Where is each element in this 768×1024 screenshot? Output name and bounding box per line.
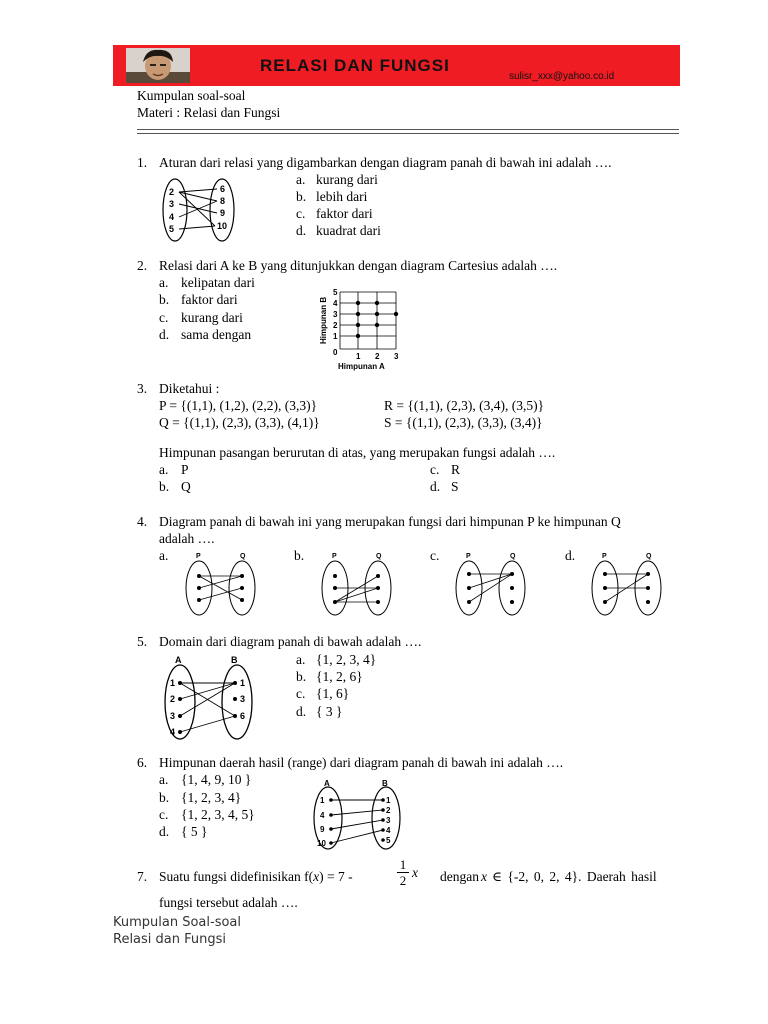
- q6-text: Himpunan daerah hasil (range) dari diagram panah di bawah ini adalah ….: [159, 755, 564, 770]
- q6-option-c-letter: c.: [159, 807, 169, 822]
- q2-xtick: 3: [394, 352, 399, 361]
- q3-option-c-letter: c.: [430, 462, 440, 477]
- q5-option-a: {1, 2, 3, 4}: [316, 652, 377, 667]
- q7-part-2: ) = 7 -: [319, 869, 353, 884]
- q6-left-label: 9: [320, 825, 325, 834]
- q6-right-label: 4: [386, 826, 391, 835]
- q1-left-label: 3: [169, 199, 175, 209]
- q2-ytick: 3: [333, 310, 338, 319]
- q5-arrow-diagram: [160, 652, 260, 742]
- q3-option-c: R: [451, 462, 461, 477]
- q5-left-label: 1: [170, 678, 176, 688]
- q4-text-line-1: Diagram panah di bawah ini yang merupakan fungsi dari himpunan P ke himpunan Q: [159, 514, 621, 529]
- q1-option-d-letter: d.: [296, 223, 307, 238]
- q2-point: [356, 334, 360, 338]
- q3-number: 3.: [137, 381, 148, 396]
- q4-diagram-a: [180, 548, 262, 618]
- q5-right-label: 3: [240, 694, 246, 704]
- q1-number: 1.: [137, 155, 148, 170]
- q4-option-d-letter: d.: [565, 548, 576, 563]
- q6-option-c: {1, 2, 3, 4, 5}: [181, 807, 255, 822]
- q1-option-b: lebih dari: [316, 189, 368, 204]
- intro-line-1: Kumpulan soal-soal: [137, 88, 246, 103]
- q2-point: [375, 312, 379, 316]
- q4-diagram-d-label-p: P: [602, 553, 607, 560]
- q1-option-c-letter: c.: [296, 206, 306, 221]
- q1-right-label: 9: [220, 208, 226, 218]
- q1-option-c: faktor dari: [316, 206, 373, 221]
- q2-ytick: 5: [333, 288, 338, 297]
- q1-option-a: kurang dari: [316, 172, 378, 187]
- q2-number: 2.: [137, 258, 148, 273]
- header-title: RELASI DAN FUNGSI: [260, 56, 450, 75]
- q7-text-start: [159, 868, 353, 885]
- q4-diagram-c-label-q: Q: [510, 553, 516, 560]
- q5-option-b-letter: b.: [296, 669, 307, 684]
- q2-xlabel: Himpunan A: [338, 362, 385, 371]
- q1-right-label: 8: [220, 196, 226, 206]
- q3-set-s: S = {(1,1), (2,3), (3,3), (3,4)}: [384, 415, 543, 430]
- q5-left-label: 4: [170, 727, 176, 737]
- author-photo: [126, 48, 190, 83]
- q2-option-b-letter: b.: [159, 292, 170, 307]
- q2-text: Relasi dari A ke B yang ditunjukkan dengan diagram Cartesius adalah ….: [159, 258, 558, 273]
- q5-option-a-letter: a.: [296, 652, 306, 667]
- q2-option-c-letter: c.: [159, 310, 169, 325]
- q1-option-b-letter: b.: [296, 189, 307, 204]
- q2-option-a: kelipatan dari: [181, 275, 255, 290]
- q6-right-label: 5: [386, 836, 391, 845]
- q2-point: [356, 301, 360, 305]
- q3-question: Himpunan pasangan berurutan di atas, yang merupakan fungsi adalah ….: [159, 445, 556, 460]
- q4-option-a-letter: a.: [159, 548, 169, 563]
- q7-part-3: dengan: [440, 869, 479, 884]
- q5-option-d-letter: d.: [296, 704, 307, 719]
- q1-left-label: 4: [169, 212, 175, 222]
- q4-diagram-a-label-p: P: [196, 553, 201, 560]
- q5-text: Domain dari diagram panah di bawah adalah ….: [159, 634, 422, 649]
- q2-xtick: 1: [356, 352, 361, 361]
- q5-option-c-letter: c.: [296, 686, 306, 701]
- q7-number: 7.: [137, 869, 148, 884]
- divider-top: [137, 129, 679, 130]
- q2-option-d-letter: d.: [159, 327, 170, 342]
- intro-line-2: Materi : Relasi dan Fungsi: [137, 105, 281, 120]
- q7-part-4: ∈ {-2, 0, 2, 4}. Daerah hasil: [492, 869, 657, 884]
- q7-frac-den: 2: [399, 873, 407, 888]
- header-email: sulisr_xxx@yahoo.co.id: [509, 71, 615, 82]
- q4-diagram-c-label-p: P: [466, 553, 471, 560]
- q2-origin: 0: [333, 348, 338, 357]
- q2-ytick: 1: [333, 332, 338, 341]
- q2-xtick: 2: [375, 352, 380, 361]
- q5-left-label: 3: [170, 711, 176, 721]
- q3-option-d: S: [451, 479, 459, 494]
- q5-option-b: {1, 2, 6}: [316, 669, 363, 684]
- q4-diagram-c: [452, 548, 534, 618]
- q4-text-line-2: adalah ….: [159, 531, 215, 546]
- q5-set-a-label: A: [175, 655, 182, 665]
- q7-var-2: [481, 868, 487, 885]
- q3-set-q: Q = {(1,1), (2,3), (3,3), (4,1)}: [159, 415, 320, 430]
- q7-var-2-text: x: [481, 869, 487, 884]
- q4-diagram-b-label-p: P: [332, 553, 337, 560]
- q3-option-a-letter: a.: [159, 462, 169, 477]
- q6-option-d-letter: d.: [159, 824, 170, 839]
- q1-left-label: 5: [169, 224, 175, 234]
- q4-option-c-letter: c.: [430, 548, 440, 563]
- q6-left-label: 1: [320, 796, 325, 805]
- q7-var: x: [313, 869, 320, 884]
- q2-point: [394, 312, 398, 316]
- q4-diagram-b-label-q: Q: [376, 553, 382, 560]
- q6-option-b: {1, 2, 3, 4}: [181, 790, 242, 805]
- q2-option-a-letter: a.: [159, 275, 169, 290]
- q3-option-b-letter: b.: [159, 479, 170, 494]
- q2-ytick: 2: [333, 321, 338, 330]
- q6-option-a-letter: a.: [159, 772, 169, 787]
- q1-arrow-diagram: [160, 175, 240, 245]
- q6-arrow-diagram: [308, 776, 408, 852]
- q3-option-b: Q: [181, 479, 191, 494]
- q6-option-a: {1, 4, 9, 10 }: [181, 772, 252, 787]
- q7-frac-num: 1: [397, 857, 409, 873]
- footer-line-1: Kumpulan Soal-soal: [113, 915, 242, 930]
- q2-cartesian-chart: [316, 284, 412, 374]
- q2-option-d: sama dengan: [181, 327, 252, 342]
- divider-bottom: [137, 133, 679, 134]
- q2-point: [375, 323, 379, 327]
- q1-right-label: 10: [217, 221, 228, 231]
- q1-option-a-letter: a.: [296, 172, 306, 187]
- q2-ytick: 4: [333, 299, 338, 308]
- q5-left-label: 2: [170, 694, 176, 704]
- q2-ylabel: Himpunan B: [319, 296, 328, 344]
- q5-number: 5.: [137, 634, 148, 649]
- q6-right-label: 2: [386, 806, 391, 815]
- q6-left-label: 4: [320, 811, 325, 820]
- q5-right-label: 1: [240, 678, 246, 688]
- q5-set-b-label: B: [231, 655, 238, 665]
- q2-point: [356, 323, 360, 327]
- q4-diagram-b: [316, 548, 398, 618]
- q7-fraction: [397, 857, 409, 888]
- q1-left-label: 2: [169, 187, 175, 197]
- q3-set-p: P = {(1,1), (1,2), (2,2), (3,3)}: [159, 398, 318, 413]
- q2-point: [375, 301, 379, 305]
- q4-number: 4.: [137, 514, 148, 529]
- q5-option-d: { 3 }: [316, 704, 343, 719]
- q2-point: [356, 312, 360, 316]
- q4-diagram-d: [588, 548, 670, 618]
- q7-part-1: Suatu fungsi didefinisikan f(: [159, 869, 314, 884]
- q3-set-r: R = {(1,1), (2,3), (3,4), (3,5)}: [384, 398, 545, 413]
- q3-option-a: P: [181, 462, 189, 477]
- q7-frac-var-text: x: [412, 865, 418, 880]
- q4-diagram-d-label-q: Q: [646, 553, 652, 560]
- q3-option-d-letter: d.: [430, 479, 441, 494]
- q2-option-c: kurang dari: [181, 310, 243, 325]
- q7-frac-var: [412, 864, 418, 881]
- q7-line-2: fungsi tersebut adalah ….: [159, 895, 298, 910]
- q6-right-label: 1: [386, 796, 391, 805]
- q6-number: 6.: [137, 755, 148, 770]
- q4-diagram-a-label-q: Q: [240, 553, 246, 560]
- q2-option-b: faktor dari: [181, 292, 238, 307]
- q1-right-label: 6: [220, 184, 226, 194]
- q6-left-label: 10: [317, 839, 326, 848]
- q4-option-b-letter: b.: [294, 548, 305, 563]
- q6-set-a-label: A: [324, 779, 330, 788]
- q6-right-label: 3: [386, 816, 391, 825]
- q1-option-d: kuadrat dari: [316, 223, 381, 238]
- q6-set-b-label: B: [382, 779, 388, 788]
- footer-line-2: Relasi dan Fungsi: [113, 932, 227, 947]
- q3-lead: Diketahui :: [159, 381, 220, 396]
- q5-right-label: 6: [240, 711, 246, 721]
- q1-text: Aturan dari relasi yang digambarkan dengan diagram panah di bawah ini adalah ….: [159, 155, 612, 170]
- q6-option-b-letter: b.: [159, 790, 170, 805]
- q5-option-c: {1, 6}: [316, 686, 350, 701]
- q6-option-d: { 5 }: [181, 824, 208, 839]
